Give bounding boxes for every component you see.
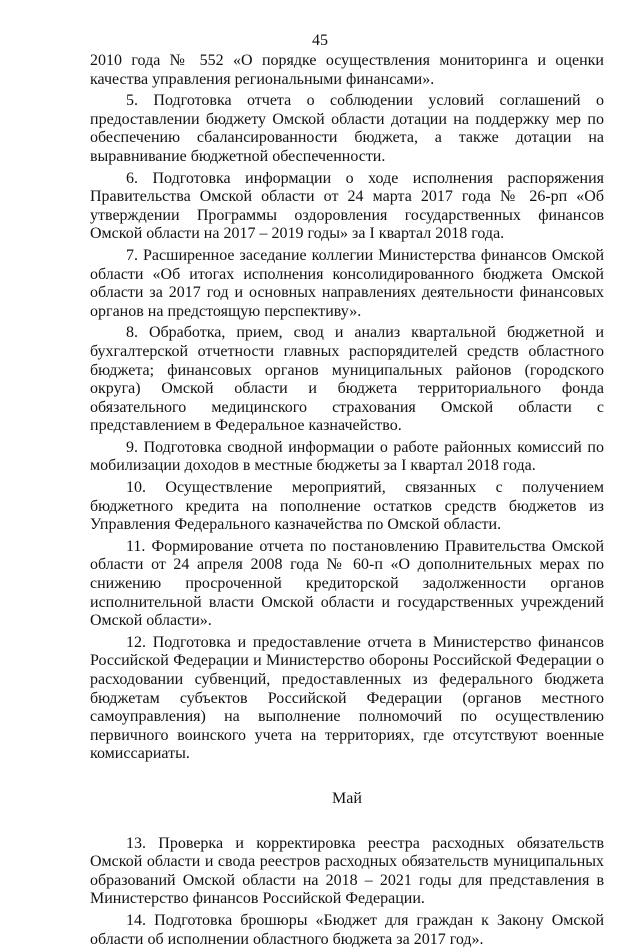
paragraph-item-12: 12. Подготовка и предоставление отчета в Министерство финансов Российской Федерации и Министерство обороны Российской Федерации о расходовании субвенций, предоставленных из федерального бюджета бюджетам субъектов Российской Федерации (органов местного самоуправления) на выполнение полномочий по осуществлению первичного воинского учета на территориях, где отсутствуют военные комиссариаты. [90, 633, 604, 763]
section-title-may: Май [332, 789, 362, 807]
paragraph-item-11: 11. Формирование отчета по постановлению Правительства Омской области от 24 апреля 2008 года № 60-п «О дополнительных мерах по снижению просроченной кредиторской задолженности органов исполнительной власти Омской области и государственных учреждений Омской области». [90, 537, 604, 630]
paragraph-item-13: 13. Проверка и корректировка реестра расходных обязательств Омской области и свода реестров расходных обязательств муниципальных образований Омской области на 2018 – 2021 годы для представления в Министерство финансов Российской Федерации. [90, 834, 604, 908]
paragraph-item-14: 14. Подготовка брошюры «Бюджет для граждан к Закону Омской области об исполнении областного бюджета за 2017 год». [90, 911, 604, 948]
paragraph-item-10: 10. Осуществление мероприятий, связанных с получением бюджетного кредита на пополнение остатков средств бюджетов из Управления Федерального казначейства по Омской области. [90, 479, 604, 534]
page-number: 45 [312, 32, 328, 49]
paragraph-continuation: 2010 года № 552 «О порядке осуществления мониторинга и оценки качества управления региональными финансами». [90, 52, 604, 88]
paragraph-item-7: 7. Расширенное заседание коллегии Министерства финансов Омской области «Об итогах исполнения консолидированного бюджета Омской области за 2017 год и основных направлениях деятельности финансовых органов на предстоящую перспективу». [90, 246, 604, 320]
paragraph-item-5: 5. Подготовка отчета о соблюдении условий соглашений о предоставлении бюджету Омской области дотации на поддержку мер по обеспечению сбалансированности бюджета, а также дотации на выравнивание бюджетной обеспеченности. [90, 92, 604, 165]
document-body [90, 52, 604, 952]
paragraph-item-6: 6. Подготовка информации о ходе исполнения распоряжения Правительства Омской области от 24 марта 2017 года № 26-рп «Об утверждении Программы оздоровления государственных финансов Омской области на 2017 – 2019 годы» за I квартал 2018 года. [90, 169, 604, 243]
paragraph-item-8: 8. Обработка, прием, свод и анализ квартальной бюджетной и бухгалтерской отчетности главных распорядителей средств областного бюджета; финансовых органов муниципальных районов (городского округа) Омской области и бюджета территориального фонда обязательного медицинского страхования Омской области с представлением в Федеральное казначейство. [90, 324, 604, 435]
paragraph-item-9: 9. Подготовка сводной информации о работе районных комиссий по мобилизации доходов в местные бюджеты за I квартал 2018 года. [90, 438, 604, 475]
